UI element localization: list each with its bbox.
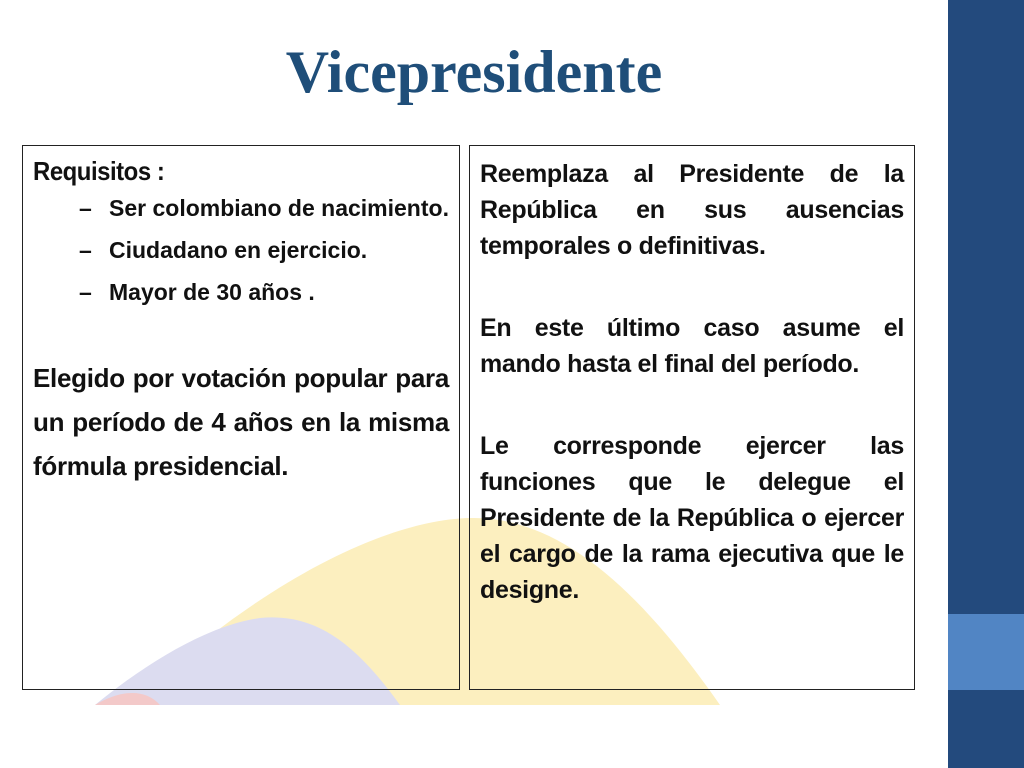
requirement-text: Ciudadano en ejercicio. bbox=[109, 237, 368, 263]
page-title: Vicepresidente bbox=[285, 39, 663, 105]
side-accent-block bbox=[948, 614, 1024, 690]
bullet-dash: – bbox=[79, 237, 92, 263]
election-paragraph: Elegido por votación popular para un período de 4 años en la misma fórmula presidencial. bbox=[33, 363, 449, 481]
list-item bbox=[33, 192, 449, 224]
function-paragraph-definitive: En este último caso asume el mando hasta el final del período. bbox=[480, 314, 904, 378]
function-paragraph-replacement: Reemplaza al Presidente de la República en sus ausencias temporales o definitivas. bbox=[480, 160, 904, 260]
list-item bbox=[33, 234, 449, 266]
requirement-text: Ser colombiano de nacimiento. bbox=[109, 195, 449, 221]
bullet-dash: – bbox=[79, 279, 92, 305]
requirements-heading: Requisitos : bbox=[33, 156, 165, 186]
requirements-box bbox=[22, 145, 460, 690]
requirements-list bbox=[33, 192, 449, 308]
functions-box bbox=[469, 145, 915, 690]
requirement-text: Mayor de 30 años . bbox=[109, 279, 315, 305]
function-paragraph-delegation: Le corresponde ejercer las funciones que le delegue el Presidente de la República o ejercer el cargo de la rama ejecutiva que le designe. bbox=[480, 432, 904, 604]
bullet-dash: – bbox=[79, 195, 92, 221]
list-item bbox=[33, 276, 449, 308]
